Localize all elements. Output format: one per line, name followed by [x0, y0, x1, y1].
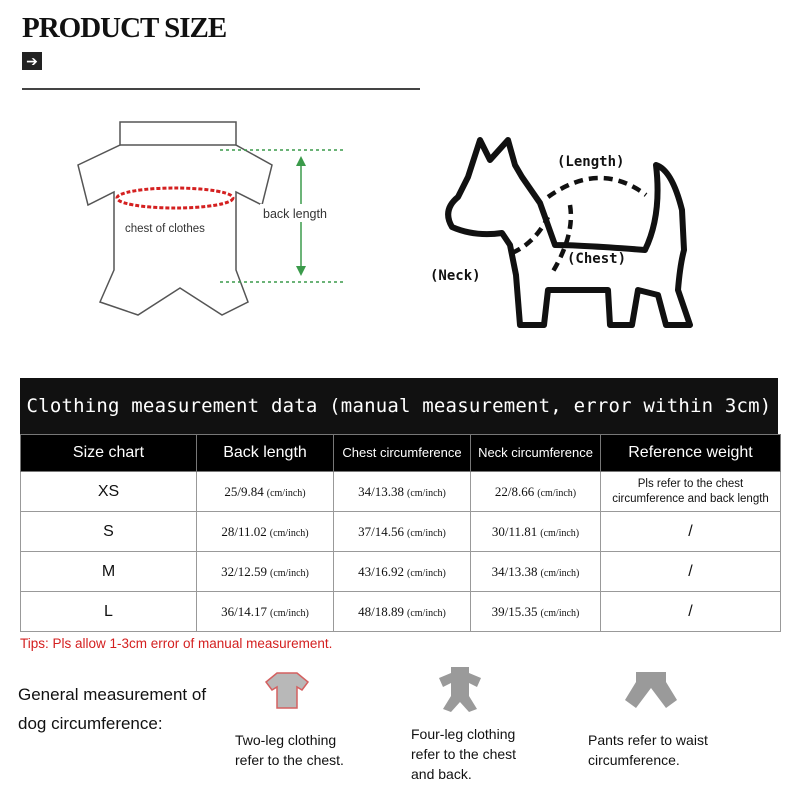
- value: 43/16.92: [358, 563, 404, 579]
- unit: (cm/inch): [269, 527, 309, 539]
- chest-cell: [334, 592, 471, 632]
- caption-line: Two-leg clothing: [235, 732, 337, 748]
- value: 34/13.38: [491, 563, 538, 579]
- length-arrow-head-top: [296, 156, 306, 166]
- caption-line: refer to the chest: [411, 746, 517, 762]
- neck-cell: [471, 552, 601, 592]
- caption-line: refer to the chest.: [235, 752, 344, 768]
- chest-cell: [334, 552, 471, 592]
- garment-outline: [78, 122, 272, 315]
- four-leg-clothing-icon: [433, 664, 487, 714]
- back-length-cell: [197, 592, 334, 632]
- size-cell: XS: [21, 472, 197, 512]
- reference-weight-cell: /: [601, 592, 781, 632]
- size-cell: S: [21, 512, 197, 552]
- header-reference-weight: Reference weight: [601, 435, 781, 472]
- unit: (cm/inch): [537, 487, 577, 499]
- value: 48/18.89: [358, 603, 404, 619]
- neck-cell: [471, 512, 601, 552]
- unit: (cm/inch): [540, 527, 580, 539]
- page-title: PRODUCT SIZE: [22, 12, 227, 44]
- length-measure-line: [548, 178, 646, 197]
- reference-weight-cell: Pls refer to the chest circumference and back length: [601, 472, 781, 512]
- back-length-cell: [197, 512, 334, 552]
- unit: (cm/inch): [407, 567, 446, 579]
- table-row: [21, 512, 781, 552]
- unit: (cm/inch): [407, 527, 446, 539]
- value: 37/14.56: [358, 523, 404, 539]
- unit: (cm/inch): [540, 607, 580, 619]
- value: 25/9.84: [224, 483, 264, 499]
- general-line-1: General measurement of: [18, 685, 207, 704]
- arrow-icon: ➔: [22, 52, 42, 70]
- caption-line: Pants refer to waist: [588, 732, 708, 748]
- neck-label: (Neck): [430, 268, 481, 284]
- value: 39/15.35: [491, 603, 538, 619]
- unit: (cm/inch): [540, 567, 580, 579]
- value: 34/13.38: [358, 483, 404, 499]
- table-row: [21, 552, 781, 592]
- unit: (cm/inch): [407, 607, 446, 619]
- header-size-chart: Size chart: [21, 435, 197, 472]
- table-row: [21, 472, 781, 512]
- value: 28/11.02: [221, 523, 267, 539]
- table-header-row: [21, 435, 781, 472]
- reference-weight-cell: /: [601, 552, 781, 592]
- caption-line: and back.: [411, 766, 472, 782]
- pants-icon: [622, 668, 680, 712]
- chest-cell: [334, 472, 471, 512]
- neck-cell: [471, 472, 601, 512]
- chest-label: (Chest): [567, 251, 627, 267]
- unit: (cm/inch): [407, 487, 446, 499]
- tips-text: Tips: Pls allow 1-3cm error of manual measurement.: [20, 636, 333, 651]
- length-arrow-head-bottom: [296, 266, 306, 276]
- header-chest-circumference: Chest circumference: [334, 435, 471, 472]
- two-leg-caption: [235, 730, 344, 770]
- two-leg-shirt-icon: [262, 668, 312, 712]
- pants-caption: [588, 730, 708, 770]
- chest-of-clothes-label: chest of clothes: [125, 223, 205, 235]
- size-cell: L: [21, 592, 197, 632]
- garment-diagram: [70, 110, 370, 320]
- unit: (cm/inch): [270, 567, 309, 579]
- general-line-2: dog circumference:: [18, 714, 163, 733]
- value: 22/8.66: [494, 483, 535, 499]
- length-label: (Length): [557, 154, 625, 170]
- caption-line: circumference.: [588, 752, 680, 768]
- back-length-cell: [197, 552, 334, 592]
- back-length-cell: [197, 472, 334, 512]
- size-cell: M: [21, 552, 197, 592]
- measurement-banner: Clothing measurement data (manual measurement, error within 3cm): [20, 378, 778, 434]
- title-divider: [22, 88, 420, 90]
- general-measurement-label: [18, 680, 206, 738]
- unit: (cm/inch): [266, 487, 306, 499]
- header-neck-circumference: Neck circumference: [471, 435, 601, 472]
- unit: (cm/inch): [270, 607, 309, 619]
- header-back-length: Back length: [197, 435, 334, 472]
- dog-diagram: [420, 125, 710, 340]
- neck-cell: [471, 592, 601, 632]
- reference-weight-cell: /: [601, 512, 781, 552]
- value: 36/14.17: [221, 603, 267, 619]
- back-length-label: back length: [263, 207, 327, 221]
- size-table: [20, 434, 781, 632]
- four-leg-caption: [411, 724, 516, 784]
- value: 32/12.59: [221, 563, 267, 579]
- value: 30/11.81: [491, 523, 538, 539]
- chest-cell: [334, 512, 471, 552]
- caption-line: Four-leg clothing: [411, 726, 516, 742]
- table-row: [21, 592, 781, 632]
